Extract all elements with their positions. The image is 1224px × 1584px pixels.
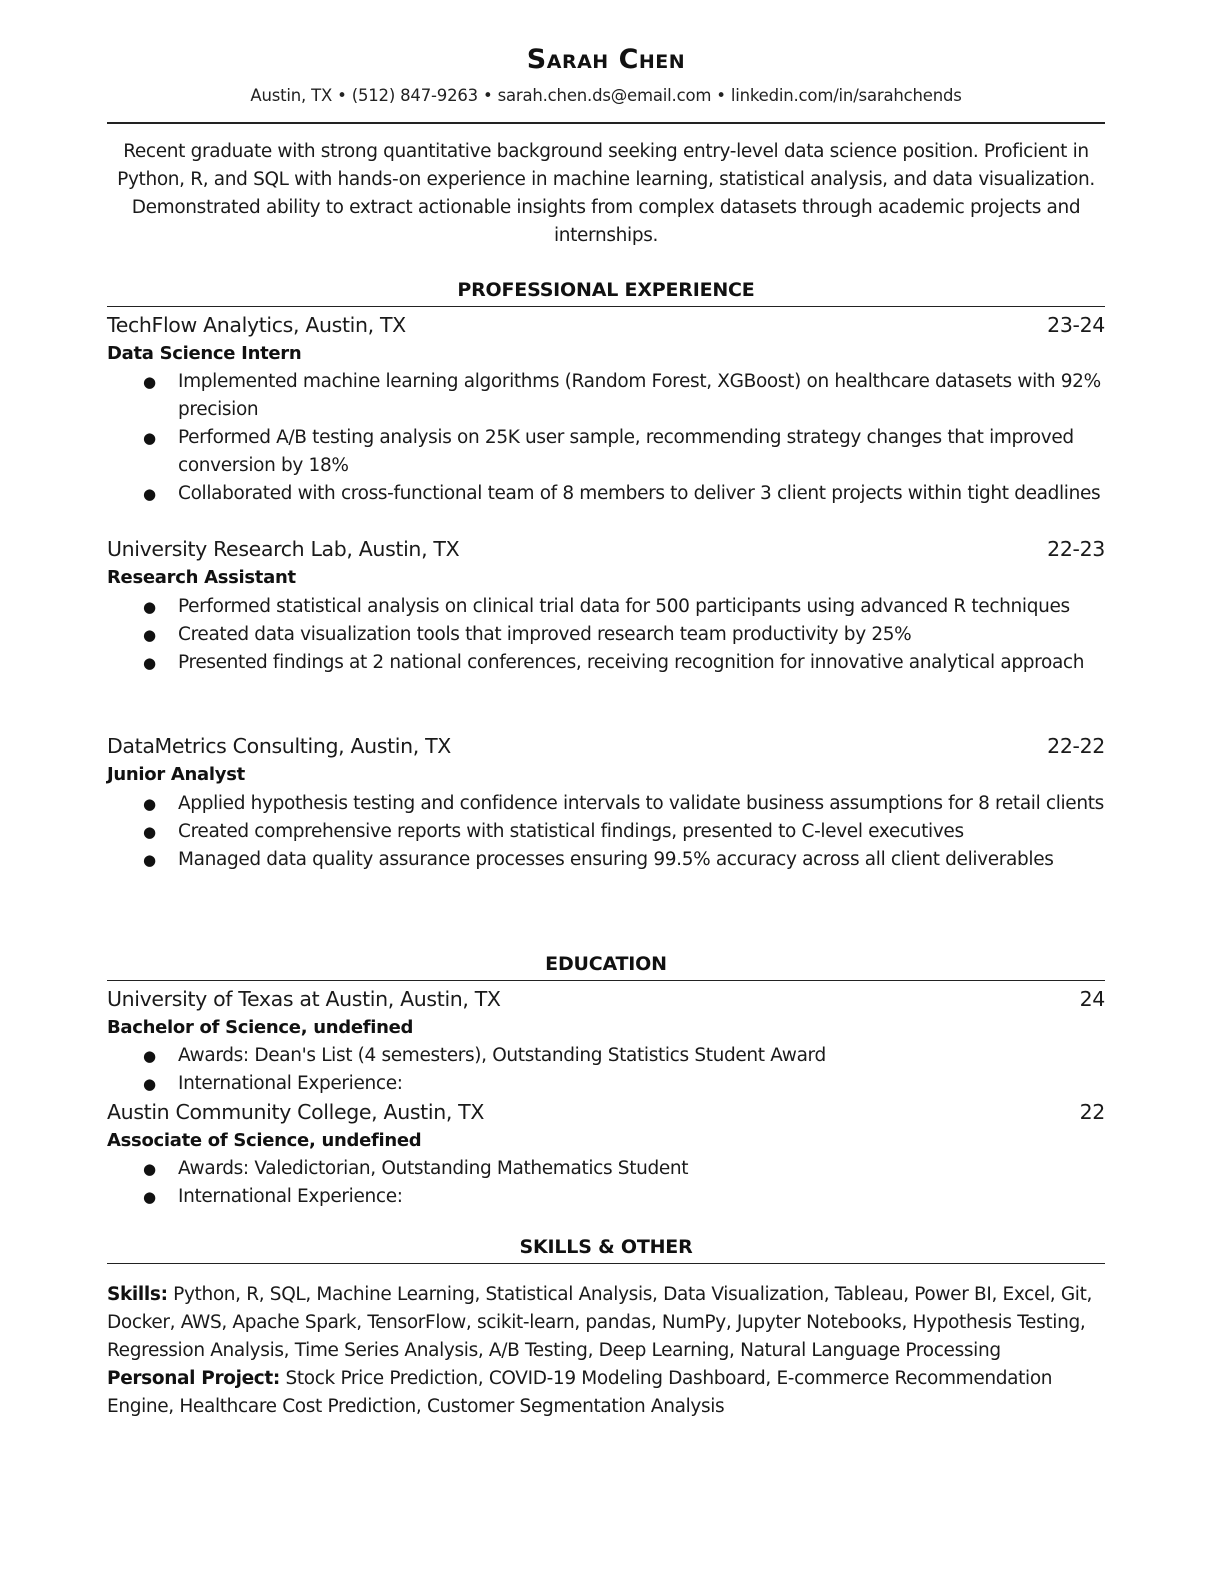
bullet-icon: ● bbox=[143, 654, 156, 672]
experience-entry-header bbox=[107, 313, 1105, 337]
organization: DataMetrics Consulting, Austin, TX bbox=[107, 734, 451, 758]
experience-entry-header bbox=[107, 537, 1105, 561]
bullet-icon: ● bbox=[143, 485, 156, 503]
bullet-icon: ● bbox=[143, 823, 156, 841]
list-item: ● Collaborated with cross-functional team of 8 members to deliver 3 client projects within tight deadlines bbox=[107, 480, 1105, 508]
list-item: ● Created comprehensive reports with statistical findings, presented to C-level executives bbox=[107, 818, 1105, 846]
bullet-icon: ● bbox=[143, 1075, 156, 1093]
job-title: Junior Analyst bbox=[107, 764, 245, 785]
section-title-experience: PROFESSIONAL EXPERIENCE bbox=[457, 279, 755, 301]
bullet-list bbox=[107, 1042, 1105, 1098]
section-title-skills: SKILLS & OTHER bbox=[519, 1236, 693, 1258]
list-item: ● International Experience: bbox=[107, 1070, 1105, 1098]
bullet-icon: ● bbox=[143, 1160, 156, 1178]
skills-line bbox=[107, 1281, 1105, 1365]
degree: Bachelor of Science, undefined bbox=[107, 1017, 414, 1038]
dates: 24 bbox=[1079, 987, 1105, 1011]
dates: 22-22 bbox=[1047, 734, 1105, 758]
dates: 22 bbox=[1079, 1100, 1105, 1124]
skills-label: Skills: bbox=[107, 1284, 168, 1305]
list-item: ● Awards: Valedictorian, Outstanding Mathematics Student bbox=[107, 1155, 1105, 1183]
bullet-list bbox=[107, 368, 1105, 508]
summary-paragraph: Recent graduate with strong quantitative background seeking entry-level data science position. Proficient in Python, R, and SQL with hands-on experience in machine learning, statistical analysis, and data visualization. Demonstrated ability to extract actionable insights from complex datasets through academic projects and internships. bbox=[117, 141, 1095, 246]
bullet-icon: ● bbox=[143, 626, 156, 644]
institution: Austin Community College, Austin, TX bbox=[107, 1100, 485, 1124]
institution: University of Texas at Austin, Austin, TX bbox=[107, 987, 501, 1011]
dates: 22-23 bbox=[1047, 537, 1105, 561]
bullet-icon: ● bbox=[143, 851, 156, 869]
section-divider bbox=[107, 1263, 1105, 1264]
skills-list: Python, R, SQL, Machine Learning, Statistical Analysis, Data Visualization, Tableau, Power BI, Excel, Git, Docker, AWS, Apache Spark, TensorFlow, scikit-learn, pandas, NumPy, Jupyter Notebooks, Hypothesis Testing, Regression Analysis, Time Series Analysis, A/B Testing, Deep Learning, Natural Language Processing bbox=[107, 1284, 1093, 1361]
section-title-education: EDUCATION bbox=[545, 953, 667, 975]
header-divider bbox=[107, 122, 1105, 124]
bullet-icon: ● bbox=[143, 795, 156, 813]
candidate-name: Sarah Chen bbox=[526, 44, 686, 75]
bullet-list bbox=[107, 593, 1105, 677]
organization: University Research Lab, Austin, TX bbox=[107, 537, 460, 561]
organization: TechFlow Analytics, Austin, TX bbox=[107, 313, 406, 337]
personal-project-list: Stock Price Prediction, COVID-19 Modeling Dashboard, E-commerce Recommendation Engine, Healthcare Cost Prediction, Customer Segmentation Analysis bbox=[107, 1368, 1053, 1417]
contact-line: Austin, TX • (512) 847-9263 • sarah.chen.ds@email.com • linkedin.com/in/sarahchends bbox=[250, 86, 962, 105]
section-divider bbox=[107, 306, 1105, 307]
bullet-icon: ● bbox=[143, 373, 156, 391]
list-item: ● Created data visualization tools that improved research team productivity by 25% bbox=[107, 621, 1105, 649]
education-entry-header bbox=[107, 1100, 1105, 1124]
job-title: Research Assistant bbox=[107, 567, 296, 588]
bullet-icon: ● bbox=[143, 1188, 156, 1206]
bullet-list bbox=[107, 790, 1105, 874]
list-item: ● Implemented machine learning algorithms (Random Forest, XGBoost) on healthcare datasets with 92% precision bbox=[107, 368, 1105, 424]
personal-project-line bbox=[107, 1365, 1105, 1421]
list-item: ● Performed statistical analysis on clinical trial data for 500 participants using advanced R techniques bbox=[107, 593, 1105, 621]
personal-project-label: Personal Project: bbox=[107, 1368, 280, 1389]
list-item: ● Awards: Dean's List (4 semesters), Outstanding Statistics Student Award bbox=[107, 1042, 1105, 1070]
list-item: ● Presented findings at 2 national conferences, receiving recognition for innovative analytical approach bbox=[107, 649, 1105, 677]
section-divider bbox=[107, 980, 1105, 981]
bullet-icon: ● bbox=[143, 429, 156, 447]
education-entry-header bbox=[107, 987, 1105, 1011]
list-item: ● Performed A/B testing analysis on 25K user sample, recommending strategy changes that improved conversion by 18% bbox=[107, 424, 1105, 480]
experience-entry-header bbox=[107, 734, 1105, 758]
degree: Associate of Science, undefined bbox=[107, 1130, 422, 1151]
bullet-list bbox=[107, 1155, 1105, 1211]
bullet-icon: ● bbox=[143, 1047, 156, 1065]
skills-block bbox=[107, 1281, 1105, 1421]
list-item: ● Managed data quality assurance processes ensuring 99.5% accuracy across all client deliverables bbox=[107, 846, 1105, 874]
dates: 23-24 bbox=[1047, 313, 1105, 337]
list-item: ● Applied hypothesis testing and confidence intervals to validate business assumptions for 8 retail clients bbox=[107, 790, 1105, 818]
bullet-icon: ● bbox=[143, 598, 156, 616]
list-item: ● International Experience: bbox=[107, 1183, 1105, 1211]
job-title: Data Science Intern bbox=[107, 343, 302, 364]
